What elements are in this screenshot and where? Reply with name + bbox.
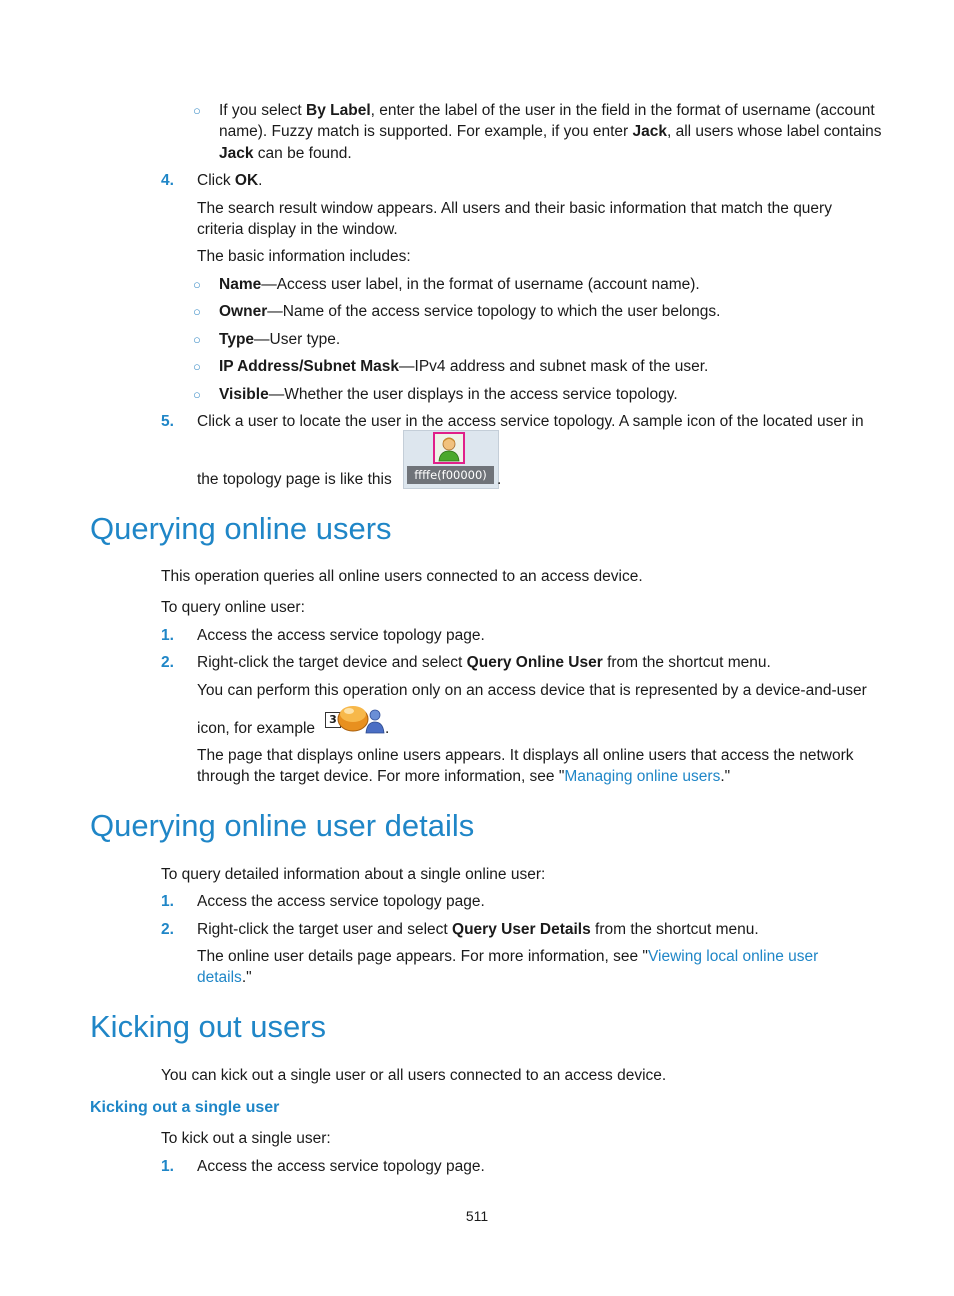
device-user-graphic (337, 699, 385, 735)
text: The online user details page appears. For more information, see " (197, 948, 648, 965)
text: —Access user label, in the format of username (account name). (261, 276, 700, 293)
bold-text: IP Address/Subnet Mask (219, 358, 400, 375)
result-line-2 (197, 967, 252, 988)
bold-text: Query User Details (452, 921, 591, 938)
text: can be found. (253, 145, 352, 162)
text: through the target device. For more information, see " (197, 768, 565, 785)
step-5-line-2: the topology page is like this (197, 471, 392, 488)
bylabel-line-3 (219, 143, 352, 164)
step-number: 2. (161, 654, 174, 671)
bold-text: Query Online User (466, 654, 603, 671)
basic-info-line: The basic information includes: (197, 248, 411, 265)
text: —Name of the access service topology to which the user belongs. (267, 303, 721, 320)
bullet-icon: ○ (193, 277, 201, 292)
device-and-user-icon (325, 699, 385, 735)
text: If you select (219, 102, 307, 119)
intro-text: You can kick out a single user or all users connected to an access device. (161, 1067, 667, 1084)
field-name (219, 274, 700, 295)
step-2-text (197, 919, 759, 940)
bylabel-line-1 (219, 100, 875, 121)
heading-querying-online-user-details: Querying online user details (90, 808, 475, 843)
text: —User type. (254, 331, 341, 348)
bold-text: Jack (632, 123, 667, 140)
subheading-kicking-out-single-user: Kicking out a single user (90, 1099, 280, 1116)
field-visible (219, 384, 678, 405)
step-1-text: Access the access service topology page. (197, 1158, 485, 1175)
period: . (497, 471, 502, 488)
bold-text: Visible (219, 386, 269, 403)
step-2-text (197, 652, 771, 673)
text: —Whether the user displays in the access service topology. (268, 386, 678, 403)
to-kick-text: To kick out a single user: (161, 1130, 331, 1147)
user-avatar-icon (433, 432, 465, 464)
result-line-2: criteria display in the window. (197, 221, 398, 238)
note-line-1: You can perform this operation only on an access device that is represented by a device-and-user (197, 682, 867, 699)
result-line-2 (197, 766, 730, 787)
bullet-icon: ○ (193, 304, 201, 319)
bold-text: Jack (219, 145, 254, 162)
step-number: 2. (161, 921, 174, 938)
field-type (219, 329, 340, 350)
to-query-text: To query online user: (161, 599, 305, 616)
text: name). Fuzzy match is supported. For example, if you enter (219, 123, 633, 140)
page-number: 511 (465, 1208, 489, 1224)
result-line-1 (197, 946, 818, 967)
located-user-label: ffffe(f00000) (407, 466, 494, 484)
step-number: 1. (161, 1158, 174, 1175)
step-1-text: Access the access service topology page. (197, 893, 485, 910)
text: , all users whose label contains (667, 123, 882, 140)
note-line-2: icon, for example (197, 720, 316, 737)
field-ip (219, 356, 708, 377)
bold-text: Owner (219, 303, 268, 320)
step-number: 1. (161, 893, 174, 910)
heading-querying-online-users: Querying online users (90, 511, 392, 546)
text: —IPv4 address and subnet mask of the user. (399, 358, 709, 375)
bullet-icon: ○ (193, 103, 201, 118)
step-number: 5. (161, 413, 174, 430)
bold-text: Name (219, 276, 262, 293)
bold-text: OK (234, 172, 259, 189)
intro-text: This operation queries all online users connected to an access device. (161, 568, 643, 585)
text: Right-click the target device and select (197, 654, 467, 671)
step-number: 4. (161, 172, 174, 189)
viewing-local-online-user-details-link-cont[interactable]: details (197, 969, 242, 986)
bold-text: By Label (306, 102, 371, 119)
device-count-badge: 3 (325, 712, 341, 728)
bullet-icon: ○ (193, 359, 201, 374)
field-owner (219, 301, 720, 322)
viewing-local-online-user-details-link[interactable]: Viewing local online user (647, 948, 819, 965)
text: Click (197, 172, 235, 189)
intro-text: To query detailed information about a single online user: (161, 866, 546, 883)
step-5-line-1: Click a user to locate the user in the access service topology. A sample icon of the located user in (197, 413, 864, 430)
managing-online-users-link[interactable]: Managing online users (564, 768, 721, 785)
bold-text: Type (219, 331, 255, 348)
bullet-icon: ○ (193, 387, 201, 402)
text: ." (720, 768, 731, 785)
bullet-icon: ○ (193, 332, 201, 347)
period: . (385, 720, 390, 737)
result-line-1: The search result window appears. All users and their basic information that match the query (197, 200, 832, 217)
text: from the shortcut menu. (590, 921, 759, 938)
text: Right-click the target user and select (197, 921, 453, 938)
text: . (258, 172, 263, 189)
heading-kicking-out-users: Kicking out users (90, 1009, 327, 1044)
text: , enter the label of the user in the field in the format of username (account (370, 102, 875, 119)
result-line-1: The page that displays online users appears. It displays all online users that access the network (197, 747, 854, 764)
text: from the shortcut menu. (602, 654, 771, 671)
bylabel-line-2 (219, 121, 882, 142)
located-user-icon (403, 430, 502, 489)
step-4-text (197, 170, 262, 191)
text: ." (241, 969, 252, 986)
step-1-text: Access the access service topology page. (197, 627, 485, 644)
step-number: 1. (161, 627, 174, 644)
